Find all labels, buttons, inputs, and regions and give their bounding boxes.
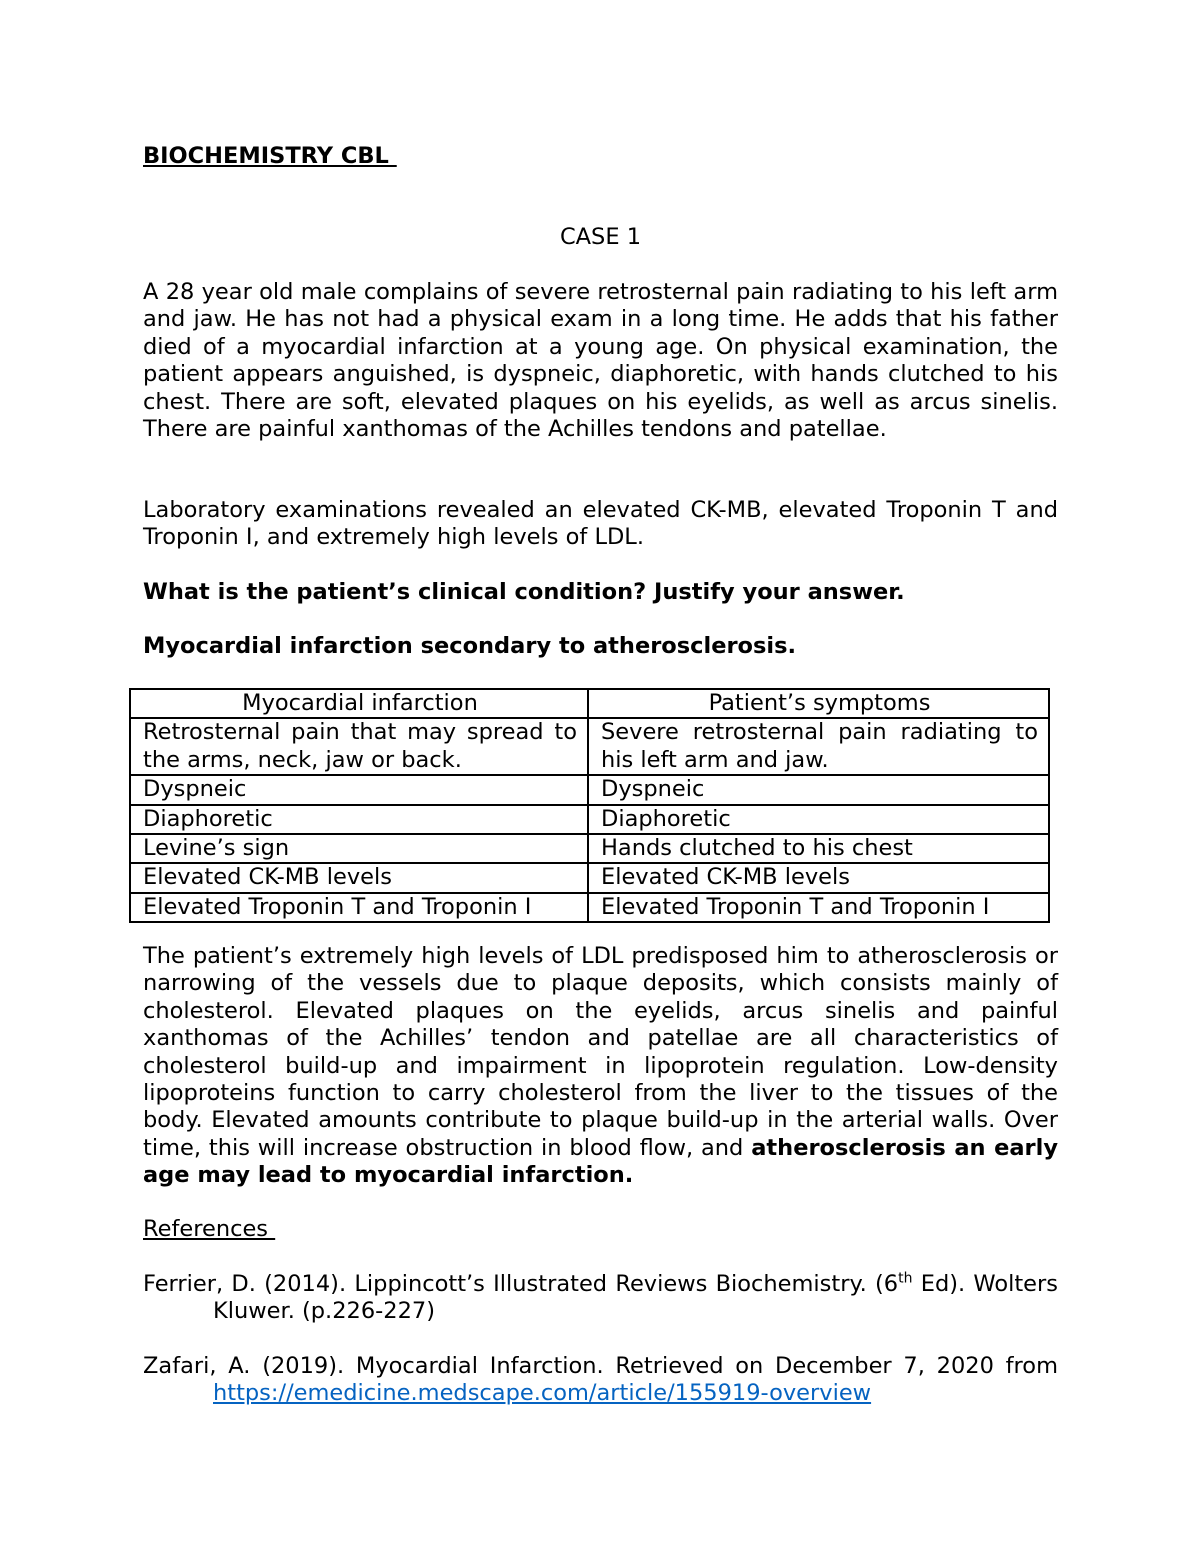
case-title: CASE 1	[559, 224, 642, 250]
table-cell: Dyspneic	[588, 775, 1049, 804]
table-row	[130, 893, 1049, 922]
comparison-table	[129, 688, 1050, 923]
table-header-cell: Myocardial infarction	[130, 689, 588, 718]
table-cell: Dyspneic	[130, 775, 588, 804]
question: What is the patient’s clinical condition? Justify your answer.	[143, 579, 905, 605]
explanation-text: The patient’s extremely high levels of LDL predisposed him to atherosclerosis or narrowing of the vessels due to plaque deposits, which consists mainly of cholesterol. Elevated plaques on the eyelids, arcus sinelis and painful xanthomas of the Achilles’ tendon and patellae are all characteristics of cholesterol build-up and impairment in lipoprotein regulation. Low-density lipoproteins function to carry cholesterol from the liver to the tissues of the body. Elevated amounts contribute to plaque build-up in the arterial walls. Over time, this will increase obstruction in blood flow, and	[143, 943, 1058, 1161]
answer: Myocardial infarction secondary to atherosclerosis.	[143, 633, 797, 659]
reference-item	[143, 1353, 1058, 1408]
table-cell: Elevated CK-MB levels	[130, 863, 588, 892]
table-row	[130, 775, 1049, 804]
explanation	[143, 943, 1058, 1190]
table-cell: Diaphoretic	[588, 805, 1049, 834]
reference-superscript: th	[898, 1270, 913, 1287]
document-title: BIOCHEMISTRY CBL	[143, 143, 397, 169]
table-row	[130, 805, 1049, 834]
table-cell: Severe retrosternal pain radiating to his left arm and jaw.	[588, 718, 1049, 775]
table-row	[130, 863, 1049, 892]
references-heading: References	[143, 1216, 276, 1242]
table-cell: Retrosternal pain that may spread to the arms, neck, jaw or back.	[130, 718, 588, 775]
reference-link[interactable]: https://emedicine.medscape.com/article/155919-overview	[213, 1380, 872, 1407]
table-header-cell: Patient’s symptoms	[588, 689, 1049, 718]
table-cell: Hands clutched to his chest	[588, 834, 1049, 863]
table-header-row	[130, 689, 1049, 718]
comparison-table-wrap	[129, 688, 1048, 923]
table-row	[130, 718, 1049, 775]
lab-findings: Laboratory examinations revealed an elevated CK-MB, elevated Troponin T and Troponin I, and extremely high levels of LDL.	[143, 497, 1058, 551]
table-cell: Elevated Troponin T and Troponin I	[588, 893, 1049, 922]
explanation-conclusion: atherosclerosis an early age may lead to myocardial infarction.	[143, 1134, 1059, 1189]
table-cell: Elevated CK-MB levels	[588, 863, 1049, 892]
reference-item	[143, 1271, 1058, 1326]
reference-text: Zafari, A. (2019). Myocardial Infarction. Retrieved on December 7, 2020 from	[143, 1353, 1058, 1379]
table-cell: Elevated Troponin T and Troponin I	[130, 893, 588, 922]
table-cell: Diaphoretic	[130, 805, 588, 834]
reference-text: Ferrier, D. (2014). Lippincott’s Illustrated Reviews Biochemistry. (6	[143, 1271, 899, 1297]
table-cell: Levine’s sign	[130, 834, 588, 863]
reference-text-end: Ed). Wolters Kluwer. (p.226-227)	[213, 1271, 1058, 1325]
table-row	[130, 834, 1049, 863]
case-description: A 28 year old male complains of severe retrosternal pain radiating to his left arm and jaw. He has not had a physical exam in a long time. He adds that his father died of a myocardial infarction at a young age. On physical examination, the patient appears anguished, is dyspneic, diaphoretic, with hands clutched to his chest. There are soft, elevated plaques on his eyelids, as well as arcus sinelis. There are painful xanthomas of the Achilles tendons and patellae.	[143, 279, 1058, 443]
